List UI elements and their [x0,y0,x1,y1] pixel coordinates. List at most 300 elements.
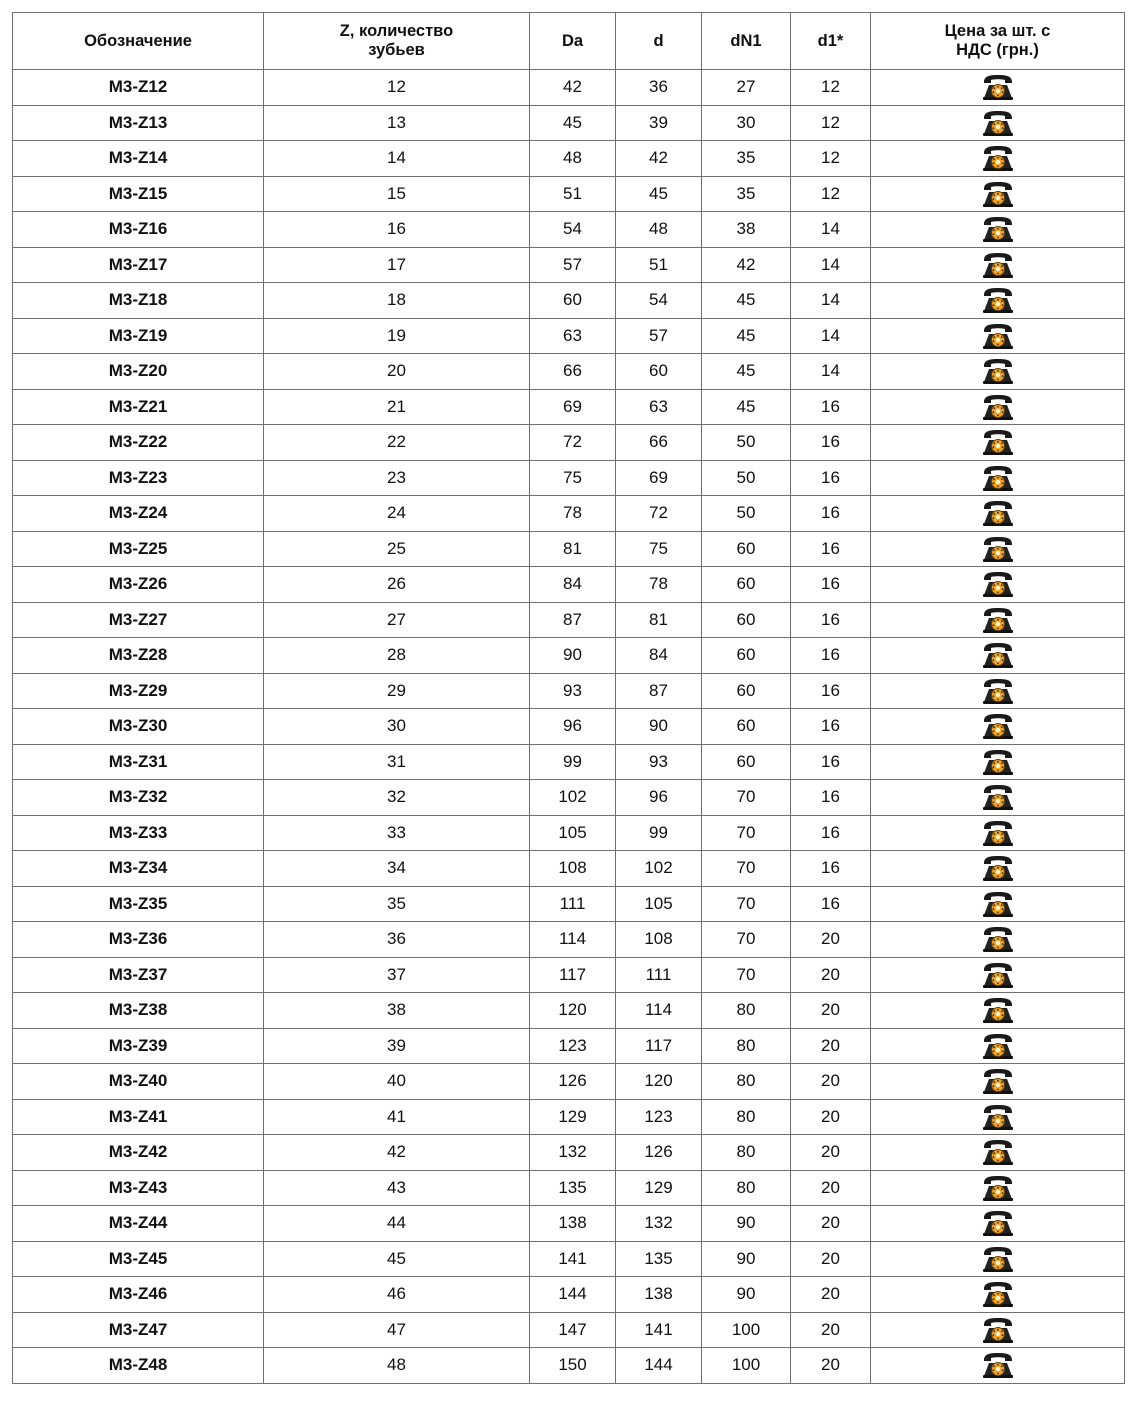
cell-d1: 16 [791,567,871,603]
cell-dn1: 50 [702,425,791,461]
col-header-da: Da [530,13,616,70]
telephone-icon[interactable] [980,322,1016,350]
cell-dn1: 90 [702,1206,791,1242]
cell-dn1: 27 [702,70,791,106]
cell-da: 114 [530,922,616,958]
cell-dn1: 45 [702,283,791,319]
cell-price[interactable] [871,105,1125,141]
cell-designation: M3-Z41 [13,1099,264,1135]
cell-d: 57 [616,318,702,354]
table-row [13,389,1125,425]
cell-designation: M3-Z30 [13,709,264,745]
cell-dn1: 60 [702,744,791,780]
cell-price[interactable] [871,638,1125,674]
cell-z-count: 25 [264,531,530,567]
table-row [13,141,1125,177]
cell-d: 39 [616,105,702,141]
telephone-icon[interactable] [980,641,1016,669]
table-row [13,1064,1125,1100]
table-row [13,1099,1125,1135]
cell-dn1: 70 [702,886,791,922]
cell-price[interactable] [871,176,1125,212]
cell-price[interactable] [871,283,1125,319]
cell-da: 63 [530,318,616,354]
cell-da: 105 [530,815,616,851]
telephone-icon[interactable] [980,712,1016,740]
table-row [13,922,1125,958]
telephone-icon[interactable] [980,1351,1016,1379]
cell-designation: M3-Z48 [13,1348,264,1384]
cell-designation: M3-Z37 [13,957,264,993]
cell-d1: 16 [791,496,871,532]
cell-da: 60 [530,283,616,319]
cell-da: 84 [530,567,616,603]
cell-dn1: 60 [702,567,791,603]
cell-dn1: 45 [702,318,791,354]
cell-dn1: 42 [702,247,791,283]
cell-price[interactable] [871,425,1125,461]
table-row [13,283,1125,319]
cell-dn1: 70 [702,957,791,993]
cell-da: 147 [530,1312,616,1348]
cell-d1: 16 [791,744,871,780]
table-row [13,780,1125,816]
cell-d1: 20 [791,1064,871,1100]
cell-price[interactable] [871,389,1125,425]
cell-z-count: 18 [264,283,530,319]
telephone-icon[interactable] [980,1280,1016,1308]
cell-d1: 16 [791,673,871,709]
col-header-price [871,13,1125,70]
cell-price[interactable] [871,993,1125,1029]
cell-price[interactable] [871,744,1125,780]
cell-d1: 20 [791,993,871,1029]
table-row [13,1277,1125,1313]
telephone-icon[interactable] [980,1174,1016,1202]
cell-da: 81 [530,531,616,567]
cell-designation: M3-Z14 [13,141,264,177]
telephone-icon[interactable] [980,1103,1016,1131]
telephone-icon[interactable] [980,428,1016,456]
cell-designation: M3-Z38 [13,993,264,1029]
col-header-designation: Обозначение [13,13,264,70]
cell-da: 96 [530,709,616,745]
cell-d: 102 [616,851,702,887]
cell-d: 99 [616,815,702,851]
telephone-icon[interactable] [980,251,1016,279]
cell-designation: M3-Z24 [13,496,264,532]
table-row [13,993,1125,1029]
cell-d: 144 [616,1348,702,1384]
cell-price[interactable] [871,70,1125,106]
telephone-icon[interactable] [980,677,1016,705]
cell-da: 54 [530,212,616,248]
telephone-icon[interactable] [980,1316,1016,1344]
cell-z-count: 38 [264,993,530,1029]
col-header-d1: d1* [791,13,871,70]
cell-d1: 16 [791,780,871,816]
cell-d: 135 [616,1241,702,1277]
cell-dn1: 80 [702,993,791,1029]
cell-da: 120 [530,993,616,1029]
table-row [13,1135,1125,1171]
cell-d1: 20 [791,1348,871,1384]
cell-designation: M3-Z16 [13,212,264,248]
cell-d1: 20 [791,922,871,958]
cell-dn1: 45 [702,389,791,425]
cell-d1: 20 [791,1028,871,1064]
cell-d: 126 [616,1135,702,1171]
telephone-icon[interactable] [980,73,1016,101]
cell-da: 144 [530,1277,616,1313]
cell-z-count: 15 [264,176,530,212]
cell-d: 93 [616,744,702,780]
telephone-icon[interactable] [980,783,1016,811]
cell-z-count: 32 [264,780,530,816]
table-row [13,673,1125,709]
cell-z-count: 29 [264,673,530,709]
telephone-icon[interactable] [980,393,1016,421]
cell-d: 141 [616,1312,702,1348]
cell-da: 57 [530,247,616,283]
cell-price[interactable] [871,1277,1125,1313]
cell-z-count: 28 [264,638,530,674]
cell-z-count: 27 [264,602,530,638]
cell-d: 75 [616,531,702,567]
cell-price[interactable] [871,1206,1125,1242]
telephone-icon[interactable] [980,570,1016,598]
cell-da: 99 [530,744,616,780]
cell-da: 141 [530,1241,616,1277]
cell-price[interactable] [871,1348,1125,1384]
table-row [13,957,1125,993]
cell-dn1: 60 [702,531,791,567]
cell-dn1: 70 [702,815,791,851]
cell-designation: M3-Z44 [13,1206,264,1242]
cell-dn1: 80 [702,1099,791,1135]
cell-dn1: 100 [702,1312,791,1348]
telephone-icon[interactable] [980,1138,1016,1166]
cell-d: 84 [616,638,702,674]
telephone-icon[interactable] [980,748,1016,776]
cell-z-count: 22 [264,425,530,461]
cell-da: 132 [530,1135,616,1171]
table-row [13,1028,1125,1064]
table-row [13,744,1125,780]
telephone-icon[interactable] [980,996,1016,1024]
cell-d1: 20 [791,1277,871,1313]
cell-price[interactable] [871,1028,1125,1064]
cell-z-count: 16 [264,212,530,248]
cell-d1: 12 [791,105,871,141]
telephone-icon[interactable] [980,819,1016,847]
cell-dn1: 35 [702,176,791,212]
cell-designation: M3-Z34 [13,851,264,887]
telephone-icon[interactable] [980,357,1016,385]
cell-price[interactable] [871,141,1125,177]
cell-d: 78 [616,567,702,603]
telephone-icon[interactable] [980,606,1016,634]
telephone-icon[interactable] [980,499,1016,527]
cell-designation: M3-Z15 [13,176,264,212]
table-row [13,212,1125,248]
cell-designation: M3-Z23 [13,460,264,496]
cell-da: 102 [530,780,616,816]
cell-da: 129 [530,1099,616,1135]
cell-z-count: 40 [264,1064,530,1100]
cell-price[interactable] [871,780,1125,816]
cell-da: 117 [530,957,616,993]
cell-z-count: 34 [264,851,530,887]
telephone-icon[interactable] [980,1032,1016,1060]
table-row [13,1206,1125,1242]
cell-dn1: 90 [702,1277,791,1313]
cell-designation: M3-Z27 [13,602,264,638]
cell-z-count: 24 [264,496,530,532]
cell-z-count: 46 [264,1277,530,1313]
cell-price[interactable] [871,1099,1125,1135]
cell-da: 138 [530,1206,616,1242]
cell-price[interactable] [871,1170,1125,1206]
table-row [13,567,1125,603]
cell-d: 123 [616,1099,702,1135]
cell-price[interactable] [871,709,1125,745]
cell-designation: M3-Z22 [13,425,264,461]
telephone-icon[interactable] [980,286,1016,314]
cell-d1: 14 [791,283,871,319]
cell-price[interactable] [871,567,1125,603]
cell-da: 48 [530,141,616,177]
cell-d1: 16 [791,638,871,674]
cell-designation: M3-Z19 [13,318,264,354]
cell-d1: 20 [791,1206,871,1242]
cell-da: 93 [530,673,616,709]
cell-z-count: 37 [264,957,530,993]
cell-d1: 14 [791,318,871,354]
cell-z-count: 44 [264,1206,530,1242]
cell-z-count: 21 [264,389,530,425]
cell-da: 108 [530,851,616,887]
cell-d: 69 [616,460,702,496]
cell-dn1: 38 [702,212,791,248]
cell-d1: 16 [791,425,871,461]
cell-d: 66 [616,425,702,461]
table-row [13,815,1125,851]
cell-d: 54 [616,283,702,319]
cell-dn1: 30 [702,105,791,141]
table-row [13,1312,1125,1348]
cell-designation: M3-Z46 [13,1277,264,1313]
table-row [13,176,1125,212]
cell-z-count: 14 [264,141,530,177]
cell-designation: M3-Z18 [13,283,264,319]
table-row [13,1241,1125,1277]
cell-dn1: 60 [702,638,791,674]
cell-da: 75 [530,460,616,496]
cell-da: 87 [530,602,616,638]
cell-price[interactable] [871,531,1125,567]
cell-price[interactable] [871,815,1125,851]
cell-price[interactable] [871,957,1125,993]
cell-d: 45 [616,176,702,212]
cell-d: 108 [616,922,702,958]
table-row [13,709,1125,745]
cell-designation: M3-Z40 [13,1064,264,1100]
cell-price[interactable] [871,212,1125,248]
cell-designation: M3-Z32 [13,780,264,816]
cell-price[interactable] [871,318,1125,354]
cell-dn1: 80 [702,1135,791,1171]
cell-dn1: 45 [702,354,791,390]
cell-z-count: 41 [264,1099,530,1135]
cell-d: 138 [616,1277,702,1313]
cell-d: 72 [616,496,702,532]
cell-z-count: 48 [264,1348,530,1384]
cell-d: 48 [616,212,702,248]
table-row [13,886,1125,922]
cell-price[interactable] [871,354,1125,390]
cell-price[interactable] [871,851,1125,887]
cell-dn1: 70 [702,922,791,958]
cell-designation: M3-Z42 [13,1135,264,1171]
cell-d1: 16 [791,460,871,496]
cell-d1: 20 [791,1241,871,1277]
cell-dn1: 50 [702,460,791,496]
cell-d1: 16 [791,709,871,745]
cell-d1: 16 [791,531,871,567]
cell-price[interactable] [871,602,1125,638]
table-row [13,460,1125,496]
cell-dn1: 70 [702,851,791,887]
cell-d1: 20 [791,1170,871,1206]
cell-da: 51 [530,176,616,212]
cell-d: 60 [616,354,702,390]
cell-d: 42 [616,141,702,177]
cell-da: 135 [530,1170,616,1206]
table-body [13,70,1125,1384]
table-row [13,602,1125,638]
cell-price[interactable] [871,1064,1125,1100]
cell-dn1: 60 [702,673,791,709]
table-row [13,354,1125,390]
cell-dn1: 60 [702,709,791,745]
telephone-icon[interactable] [980,1245,1016,1273]
cell-designation: M3-Z20 [13,354,264,390]
cell-z-count: 36 [264,922,530,958]
cell-d1: 16 [791,851,871,887]
cell-price[interactable] [871,922,1125,958]
cell-d1: 20 [791,957,871,993]
telephone-icon[interactable] [980,1067,1016,1095]
telephone-icon[interactable] [980,925,1016,953]
cell-z-count: 19 [264,318,530,354]
cell-d: 120 [616,1064,702,1100]
z-count-label: Z, количество зубьев [339,22,454,59]
cell-designation: M3-Z25 [13,531,264,567]
cell-price[interactable] [871,1312,1125,1348]
cell-price[interactable] [871,886,1125,922]
cell-z-count: 43 [264,1170,530,1206]
telephone-icon[interactable] [980,109,1016,137]
cell-d: 51 [616,247,702,283]
cell-designation: M3-Z31 [13,744,264,780]
table-row [13,247,1125,283]
cell-d1: 16 [791,389,871,425]
price-label: Цена за шт. с НДС (грн.) [944,22,1051,59]
table-row [13,638,1125,674]
telephone-icon[interactable] [980,535,1016,563]
cell-d1: 14 [791,354,871,390]
cell-price[interactable] [871,247,1125,283]
cell-da: 111 [530,886,616,922]
cell-price[interactable] [871,1135,1125,1171]
table-row [13,70,1125,106]
cell-z-count: 13 [264,105,530,141]
cell-da: 45 [530,105,616,141]
col-header-d: d [616,13,702,70]
cell-z-count: 12 [264,70,530,106]
cell-price[interactable] [871,460,1125,496]
telephone-icon[interactable] [980,180,1016,208]
col-header-dn1: dN1 [702,13,791,70]
cell-d1: 16 [791,815,871,851]
cell-d1: 16 [791,886,871,922]
telephone-icon[interactable] [980,215,1016,243]
cell-dn1: 100 [702,1348,791,1384]
cell-dn1: 80 [702,1064,791,1100]
cell-z-count: 39 [264,1028,530,1064]
cell-designation: M3-Z26 [13,567,264,603]
table-row [13,496,1125,532]
telephone-icon[interactable] [980,961,1016,989]
cell-z-count: 30 [264,709,530,745]
cell-price[interactable] [871,673,1125,709]
cell-designation: M3-Z33 [13,815,264,851]
cell-d: 129 [616,1170,702,1206]
cell-designation: M3-Z47 [13,1312,264,1348]
cell-designation: M3-Z21 [13,389,264,425]
cell-designation: M3-Z35 [13,886,264,922]
cell-d: 105 [616,886,702,922]
cell-d: 132 [616,1206,702,1242]
telephone-icon[interactable] [980,1209,1016,1237]
cell-z-count: 45 [264,1241,530,1277]
cell-price[interactable] [871,1241,1125,1277]
cell-d: 114 [616,993,702,1029]
cell-d: 117 [616,1028,702,1064]
telephone-icon[interactable] [980,144,1016,172]
table-row [13,105,1125,141]
cell-d1: 14 [791,247,871,283]
cell-dn1: 35 [702,141,791,177]
cell-designation: M3-Z28 [13,638,264,674]
cell-z-count: 26 [264,567,530,603]
cell-d1: 14 [791,212,871,248]
cell-d1: 20 [791,1099,871,1135]
cell-z-count: 20 [264,354,530,390]
cell-z-count: 33 [264,815,530,851]
telephone-icon[interactable] [980,890,1016,918]
cell-designation: M3-Z29 [13,673,264,709]
telephone-icon[interactable] [980,464,1016,492]
telephone-icon[interactable] [980,854,1016,882]
cell-da: 72 [530,425,616,461]
cell-price[interactable] [871,496,1125,532]
cell-d: 96 [616,780,702,816]
cell-d: 36 [616,70,702,106]
cell-designation: M3-Z13 [13,105,264,141]
header-row [13,13,1125,70]
